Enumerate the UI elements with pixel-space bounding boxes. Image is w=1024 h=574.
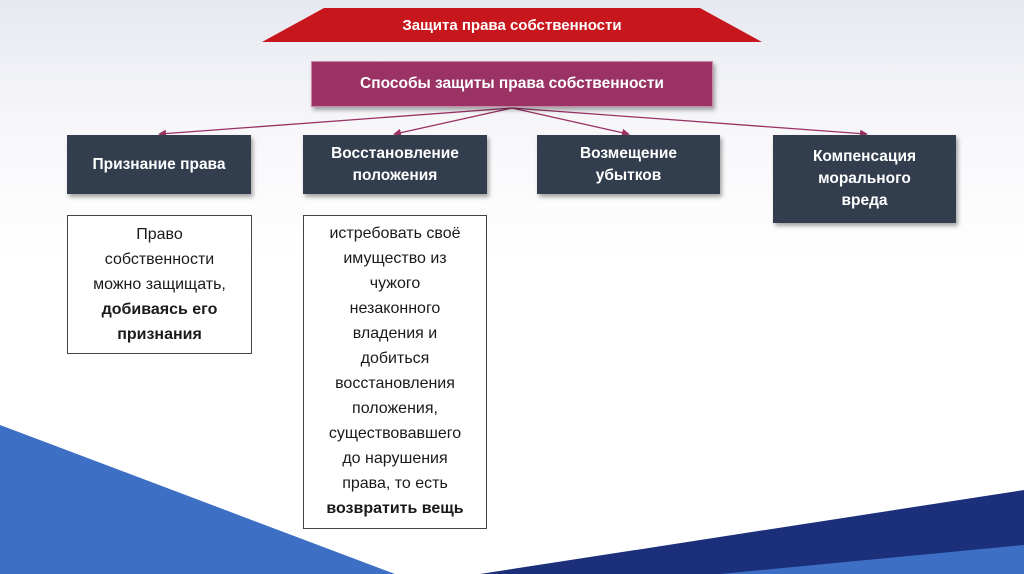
category-compensation-losses [537,135,720,194]
category-restoration [303,135,487,194]
description-restoration [303,215,487,529]
description-recognition [67,215,252,354]
description-recognition-text: Право собственности можно защищать, [93,226,226,293]
category-recognition [67,135,251,194]
methods-header-label: Способы защиты права собственности [360,75,664,92]
arrow-to-moral-damage [512,108,866,134]
category-recognition-label: Признание права [92,155,226,173]
category-moral-damage [773,135,956,223]
category-compensation-losses-label: Возмещение убытков [579,144,678,184]
description-restoration-text: истребовать своё имущество из чужого незаконного владения и добиться восстановления положения, существовавшего до нарушения права, то есть [328,225,462,492]
category-restoration-label: Восстановление положения [331,144,459,184]
arrow-to-recognition [160,108,512,134]
methods-header-box [311,61,713,107]
description-recognition-bold: добиваясь его признания [101,301,218,343]
description-restoration-bold: возвратить вещь [326,500,464,517]
category-moral-damage-label: Компенсация морального вреда [812,148,917,209]
slide-title: Защита права собственности [402,16,622,34]
